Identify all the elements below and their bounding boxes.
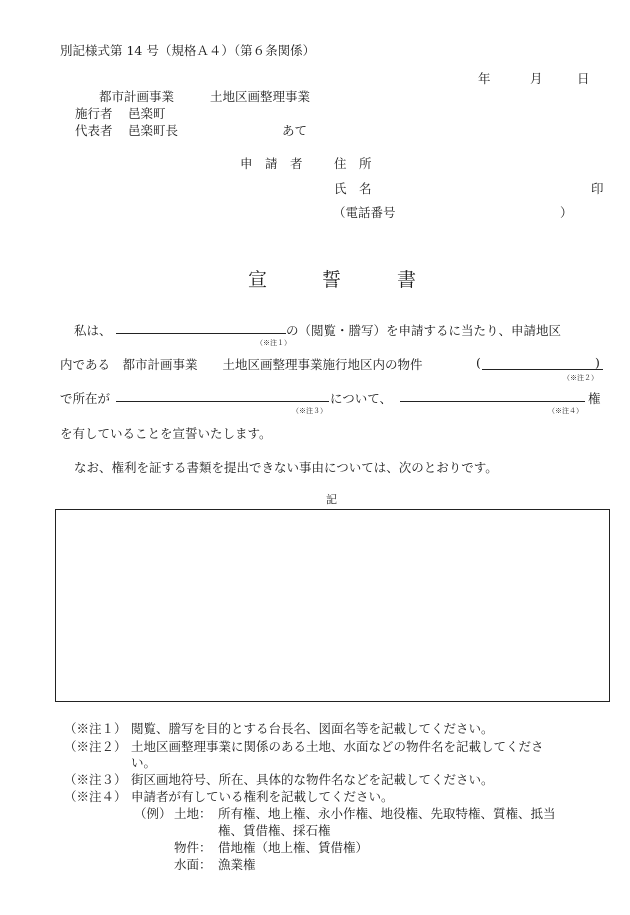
note-marker-1: （※注１）	[256, 339, 291, 347]
note-marker-2: （※注２）	[563, 374, 598, 382]
reason-box[interactable]	[55, 509, 610, 702]
project-city-planning: 都市計画事業	[99, 89, 175, 104]
body-line4: を有していることを宣誓いたします。	[60, 426, 272, 441]
body-line3-prefix: で所在が	[60, 391, 111, 406]
operator-name: 邑楽町	[128, 106, 166, 121]
date-year-label: 年	[478, 71, 491, 86]
phone-close-paren: ）	[560, 205, 573, 220]
addressee-suffix: あて	[282, 123, 308, 138]
object-open-paren: (	[476, 355, 481, 370]
form-number: 別記様式第 14 号（規格Ａ４）（第６条関係）	[60, 43, 316, 58]
body-line3-suffix: 権	[588, 391, 601, 406]
water-rights-text: 漁業権	[218, 857, 256, 872]
ki-heading: 記	[326, 493, 337, 506]
body-line1-prefix: 私は、	[74, 323, 112, 338]
land-rights-cont: 権、賃借権、採石権	[218, 823, 331, 838]
object-name-blank	[482, 369, 603, 370]
representative-name: 邑楽町長	[128, 123, 179, 138]
right-blank	[400, 401, 585, 402]
location-blank	[116, 401, 329, 402]
title-char-3: 書	[397, 269, 417, 291]
water-label: 水面：	[174, 857, 212, 872]
object-label: 物件：	[174, 840, 212, 855]
note-2-cont: い。	[131, 755, 157, 770]
note-3-label: （※注３）	[64, 772, 127, 787]
title-char-1: 宣	[248, 269, 268, 291]
land-label: 土地：	[174, 806, 212, 821]
body-line5: なお、権利を証する書類を提出できない事由については、次のとおりです。	[74, 460, 498, 475]
note-4-label: （※注４）	[64, 789, 127, 804]
address-label: 住 所	[334, 156, 372, 171]
date-month-label: 月	[530, 71, 543, 86]
body-line2-prefix: 内である 都市計画事業 土地区画整理事業施行地区内の物件	[60, 357, 423, 372]
note-4-text: 申請者が有している権利を記載してください。	[131, 789, 394, 804]
operator-label: 施行者	[75, 106, 113, 121]
note-marker-3: （※注３）	[292, 407, 327, 415]
note-2-text: 土地区画整理事業に関係のある土地、水面などの物件名を記載してくださ	[131, 739, 544, 754]
example-label: （例）	[134, 806, 172, 821]
note-1-label: （※注１）	[64, 721, 127, 736]
seal-mark: 印	[591, 181, 604, 196]
note-3-text: 街区画地符号、所在、具体的な物件名などを記載してください。	[131, 772, 494, 787]
project-land-readjustment: 土地区画整理事業	[210, 89, 311, 104]
note-2-label: （※注２）	[64, 739, 127, 754]
body-line3-mid: について、	[330, 391, 393, 406]
body-line1-suffix: の（閲覧・謄写）を申請するに当たり、申請地区	[286, 323, 562, 338]
note-marker-4: （※注４）	[548, 407, 583, 415]
object-rights-text: 借地権（地上権、賃借権）	[218, 840, 369, 855]
note-1-text: 閲覧、謄写を目的とする台長名、図面名等を記載してください。	[131, 721, 494, 736]
phone-label: （電話番号	[333, 205, 396, 220]
land-rights-text: 所有権、地上権、永小作権、地役権、先取特権、質権、抵当	[218, 806, 556, 821]
representative-label: 代表者	[75, 123, 113, 138]
title-char-2: 誓	[322, 269, 342, 291]
object-close-paren: )	[595, 355, 600, 370]
date-day-label: 日	[577, 71, 590, 86]
name-label: 氏 名	[334, 181, 372, 196]
ledger-name-blank	[116, 333, 286, 334]
applicant-label: 申 請 者	[240, 156, 303, 171]
